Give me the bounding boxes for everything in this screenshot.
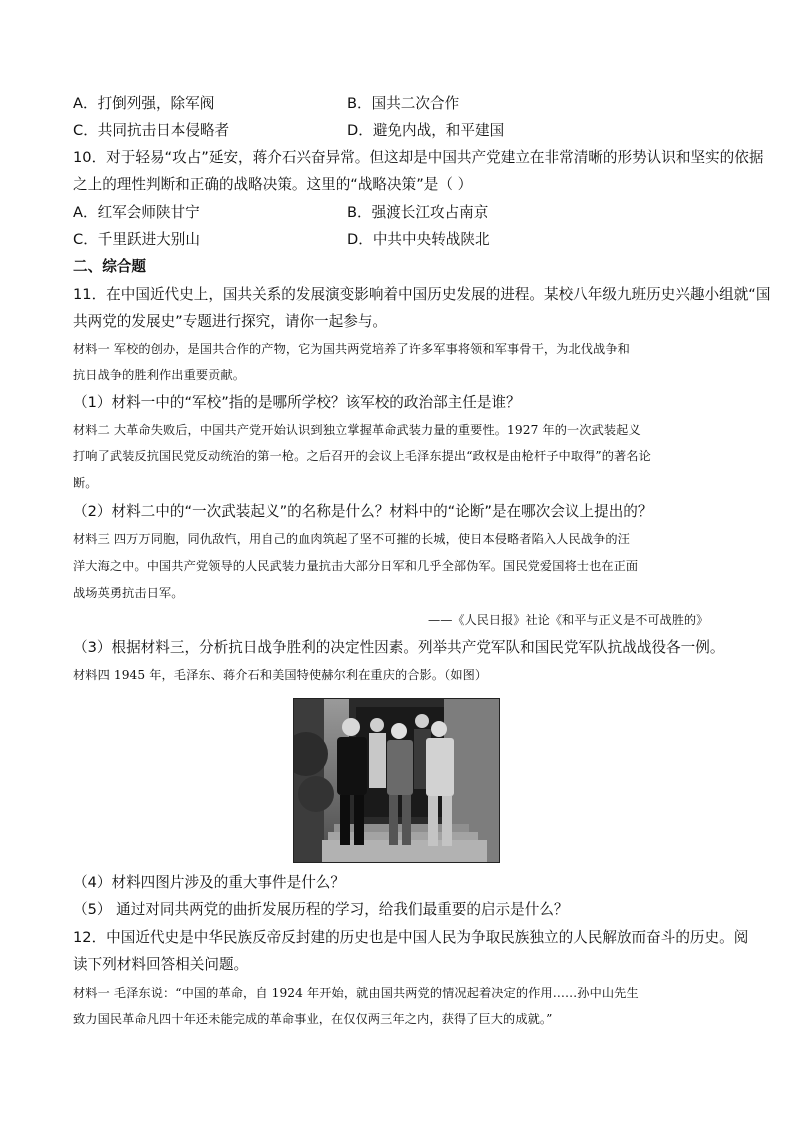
q11-sub-question5: （5） 通过对同共两党的曲折发展历程的学习，给我们最重要的启示是什么？ [73,901,569,918]
q11-material4: 材料四 1945 年，毛泽东、蒋介石和美国特使赫尔利在重庆的合影。（如图） [73,668,488,682]
section-title: 二、综合题 [73,258,146,275]
q11-sub-question2: （2）材料二中的“一次武装起义”的名称是什么？材料中的“论断”是在哪次会议上提出的？ [73,503,653,520]
q10-stem-line1: 10．对于轻易“攻占”延安，蒋介石兴奋异常。但这却是中国共产党建立在非常清晰的形势认识和坚实的依据 [73,149,764,166]
q11-sub-question1: （1）材料一中的“军校”指的是哪所学校？该军校的政治部主任是谁？ [73,394,521,411]
q11-material1-line2: 抗日战争的胜利作出重要贡献。 [73,368,246,382]
q11-material3-line2: 洋大海之中。中国共产党领导的人民武装力量抗击大部分日军和几乎全部伪军。国民党爱国将士也在正面 [73,559,639,573]
q11-sub-question3: （3）根据材料三，分析抗日战争胜利的决定性因素。列举共产党军队和国民党军队抗战战役各一例。 [73,639,725,656]
q9-option-a: A．打倒列强，除军阀 [73,95,215,112]
q12-material1-line2: 致力国民革命凡四十年还未能完成的革命事业，在仅仅两三年之内，获得了巨大的成就。” [73,1012,553,1026]
q10-option-c: C．千里跃进大别山 [73,231,200,248]
q10-stem-line2: 之上的理性判断和正确的战略决策。这里的“战略决策”是（ ） [73,176,473,193]
q12-intro-line2: 读下列材料回答相关问题。 [73,956,249,973]
q11-material2-line3: 断。 [73,476,98,490]
q11-material2-line1: 材料二 大革命失败后，中国共产党开始认识到独立掌握革命武装力量的重要性。1927 年的一次武装起义 [73,423,641,437]
q11-material3-source: ——《人民日报》社论《和平与正义是不可战胜的》 [428,613,709,627]
photo-illustration [294,699,499,862]
q9-option-d: D．避免内战，和平建国 [347,122,505,139]
q9-option-c: C．共同抗击日本侵略者 [73,122,230,139]
q11-material3-line3: 战场英勇抗击日军。 [73,586,184,600]
q11-sub-question4: （4）材料四图片涉及的重大事件是什么？ [73,874,345,891]
q9-option-b: B．国共二次合作 [347,95,460,112]
historical-photo-icon [293,698,500,863]
q11-material2-line2: 打响了武装反抗国民党反动统治的第一枪。之后召开的会议上毛泽东提出“政权是由枪杆子中取得”的著名论 [73,449,651,463]
q10-option-b: B．强渡长江攻占南京 [347,204,489,221]
q11-material3-line1: 材料三 四万万同胞，同仇敌忾，用自己的血肉筑起了坚不可摧的长城，使日本侵略者陷入人民战争的汪 [73,532,630,546]
q10-option-a: A．红军会师陕甘宁 [73,204,200,221]
q11-intro-line2: 共两党的发展史”专题进行探究，请你一起参与。 [73,313,388,330]
q11-material1-line1: 材料一 军校的创办，是国共合作的产物，它为国共两党培养了许多军事将领和军事骨干，为北伐战争和 [73,342,630,356]
q12-intro-line1: 12．中国近代史是中华民族反帝反封建的历史也是中国人民为争取民族独立的人民解放而奋斗的历史。阅 [73,929,749,946]
q10-option-d: D．中共中央转战陕北 [347,231,490,248]
q11-intro-line1: 11．在中国近代史上，国共关系的发展演变影响着中国历史发展的进程。某校八年级九班历史兴趣小组就“国 [73,286,771,303]
q12-material1-line1: 材料一 毛泽东说：“中国的革命，自 1924 年开始，就由国共两党的情况起着决定的作用……孙中山先生 [73,986,639,1000]
